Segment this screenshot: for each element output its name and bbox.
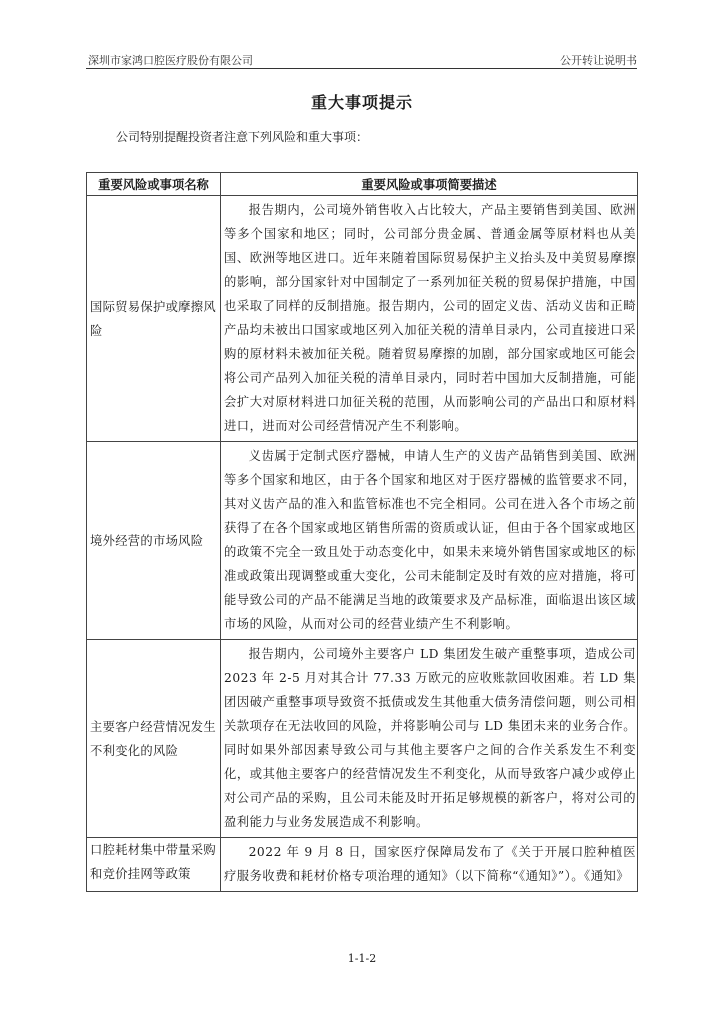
- table-row: [87, 442, 638, 640]
- risk-name: 境外经营的市场风险: [87, 442, 221, 640]
- page-title: 重大事项提示: [310, 93, 413, 112]
- col-header-desc: 重要风险或事项简要描述: [221, 173, 638, 196]
- table-row: [87, 838, 638, 892]
- risk-description: 报告期内，公司境外主要客户 LD 集团发生破产重整事项，造成公司 2023 年 2-5 月对其合计 77.33 万欧元的应收账款回收困难。若 LD 集团因破产重整事项导致资不抵债或发生其他重大债务清偿问题，则公司相关款项存在无法收回的风险，并将影响公司与 LD 集团未来的业务合作。同时如果外部因素导致公司与其他主要客户之间的合作关系发生不利变化，或其他主要客户的经营情况发生不利变化，从而导致客户减少或停止对公司产品的采购，且公司未能及时开拓足够规模的新客户，将对公司的盈利能力与业务发展造成不利影响。: [221, 640, 638, 838]
- page-header: [86, 50, 637, 69]
- risk-name: 国际贸易保护或摩擦风险: [87, 196, 221, 442]
- risk-name: 主要客户经营情况发生不利变化的风险: [87, 640, 221, 838]
- table-row: [87, 640, 638, 838]
- intro-text: 公司特别提醒投资者注意下列风险和重大事项：: [116, 130, 369, 144]
- header-company: 深圳市家鸿口腔医疗股份有限公司: [88, 54, 253, 67]
- table-row: [87, 196, 638, 442]
- header-doc-type: 公开转让说明书: [560, 54, 637, 67]
- col-header-name: 重要风险或事项名称: [87, 173, 221, 196]
- risk-description: 2022 年 9 月 8 日，国家医疗保障局发布了《关于开展口腔种植医疗服务收费和耗材价格专项治理的通知》（以下简称“《通知》”）。《通知》: [221, 838, 638, 892]
- risk-description: 报告期内，公司境外销售收入占比较大，产品主要销售到美国、欧洲等多个国家和地区；同时，公司部分贵金属、普通金属等原材料也从美国、欧洲等地区进口。近年来随着国际贸易保护主义抬头及中美贸易摩擦的影响，部分国家针对中国制定了一系列加征关税的贸易保护措施，中国也采取了同样的反制措施。报告期内，公司的固定义齿、活动义齿和正畸产品均未被出口国家或地区列入加征关税的清单目录内，公司直接进口采购的原材料未被加征关税。随着贸易摩擦的加剧，部分国家或地区可能会将公司产品列入加征关税的清单目录内，同时若中国加大反制措施，可能会扩大对原材料进口加征关税的范围，从而影响公司的产品出口和原材料进口，进而对公司经营情况产生不利影响。: [221, 196, 638, 442]
- risk-description: 义齿属于定制式医疗器械，申请人生产的义齿产品销售到美国、欧洲等多个国家和地区，由于各个国家和地区对于医疗器械的监管要求不同，其对义齿产品的准入和监管标准也不完全相同。公司在进入各个市场之前获得了在各个国家或地区销售所需的资质或认证，但由于各个国家或地区的政策不完全一致且处于动态变化中，如果未来境外销售国家或地区的标准或政策出现调整或重大变化，公司未能制定及时有效的应对措施，将可能导致公司的产品不能满足当地的政策要求及产品标准，面临退出该区域市场的风险，从而对公司的经营业绩产生不利影响。: [221, 442, 638, 640]
- page-number: 1-1-2: [347, 952, 377, 965]
- risk-name: 口腔耗材集中带量采购和竞价挂网等政策: [87, 838, 221, 892]
- risk-table: [86, 172, 638, 892]
- table-header-row: [87, 173, 638, 196]
